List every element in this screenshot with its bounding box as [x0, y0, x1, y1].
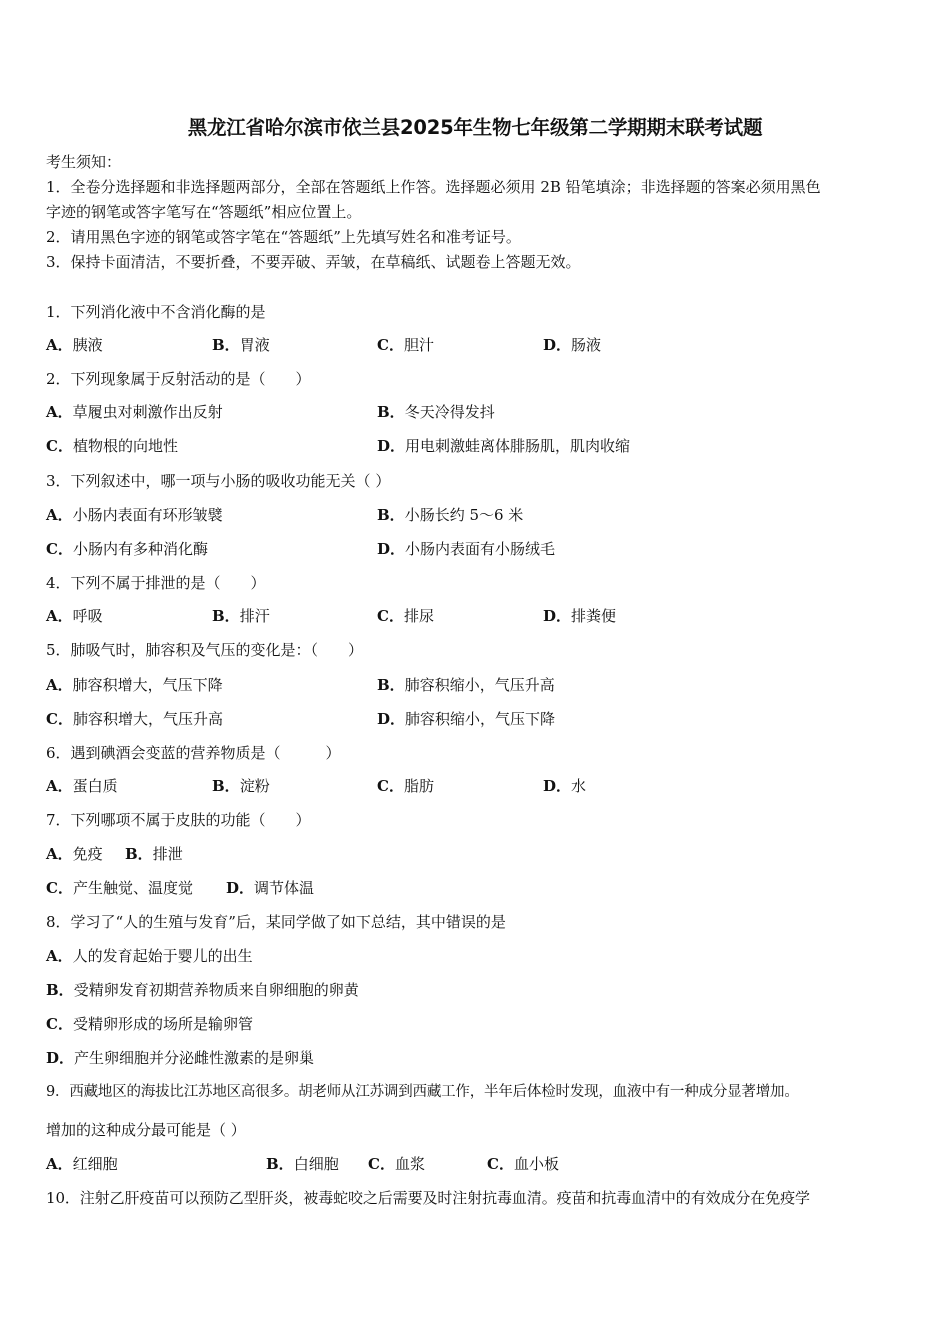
option-letter: D． [377, 437, 406, 455]
q7-option-a[interactable] [46, 844, 103, 864]
q4-option-d[interactable] [543, 606, 616, 626]
option-letter: A． [46, 403, 73, 421]
option-letter: C． [46, 879, 73, 897]
option-letter: C． [368, 1155, 395, 1173]
q2-option-c[interactable] [46, 436, 178, 456]
option-letter: C． [377, 777, 404, 795]
option-letter: B． [46, 981, 74, 999]
option-text: 小肠内表面有环形皱襞 [72, 506, 223, 524]
option-text: 植物根的向地性 [72, 437, 178, 455]
question-9-stem: 9．西藏地区的海拔比江苏地区高很多。胡老师从江苏调到西藏工作，半年后体检时发现，血液中有一种成分显著增加。 [46, 1084, 799, 1100]
q6-option-c[interactable] [377, 776, 434, 796]
q2-option-d[interactable] [377, 436, 630, 456]
notice-item-1-cont: 字迹的钢笔或答字笔写在“答题纸”相应位置上。 [46, 203, 362, 221]
q8-option-a[interactable] [46, 946, 253, 966]
option-text: 用电刺激蛙离体腓肠肌，肌肉收缩 [405, 437, 631, 455]
q6-option-b[interactable] [212, 776, 270, 796]
option-letter: B． [125, 845, 153, 863]
option-letter: A． [46, 1155, 73, 1173]
question-4-stem: 4．下列不属于排泄的是（ ） [46, 574, 266, 592]
option-text: 红细胞 [72, 1155, 118, 1173]
option-letter: C． [46, 1015, 73, 1033]
option-letter: D． [377, 710, 406, 728]
option-text: 产生卵细胞并分泌雌性激素的是卵巢 [74, 1049, 315, 1067]
notice-item-2: 2．请用黑色字迹的钢笔或答字笔在“答题纸”上先填写姓名和准考证号。 [46, 228, 521, 246]
option-text: 小肠长约 5～6 米 [404, 506, 524, 524]
option-letter: B． [377, 506, 405, 524]
option-text: 排泄 [152, 845, 183, 863]
question-1-stem: 1．下列消化液中不含消化酶的是 [46, 303, 266, 321]
q9-option-b[interactable] [266, 1154, 339, 1174]
option-text: 人的发育起始于婴儿的出生 [72, 947, 253, 965]
q6-option-d[interactable] [543, 776, 586, 796]
option-letter: A． [46, 947, 73, 965]
q9-option-c[interactable] [368, 1154, 425, 1174]
option-text: 排尿 [403, 607, 434, 625]
option-letter: C． [46, 437, 73, 455]
option-text: 排粪便 [571, 607, 617, 625]
q9-option-a[interactable] [46, 1154, 118, 1174]
question-3-stem: 3．下列叙述中，哪一项与小肠的吸收功能无关（ ） [46, 472, 391, 490]
q6-option-a[interactable] [46, 776, 118, 796]
option-letter: C． [487, 1155, 514, 1173]
option-text: 肺容积缩小，气压升高 [404, 676, 555, 694]
option-letter: B． [266, 1155, 294, 1173]
question-10-stem: 10．注射乙肝疫苗可以预防乙型肝炎，被毒蛇咬之后需要及时注射抗毒血清。疫苗和抗毒血清中的有效成分在免疫学 [46, 1189, 810, 1207]
option-letter: A． [46, 777, 73, 795]
q5-option-c[interactable] [46, 709, 223, 729]
question-9-stem-cont: 增加的这种成分最可能是（ ） [46, 1121, 246, 1139]
option-letter: B． [212, 607, 240, 625]
q2-option-b[interactable] [377, 402, 495, 422]
option-text: 小肠内表面有小肠绒毛 [405, 540, 556, 558]
option-text: 肺容积缩小，气压下降 [405, 710, 556, 728]
question-5-stem: 5．肺吸气时，肺容积及气压的变化是：（ ） [46, 641, 364, 659]
option-letter: B． [377, 403, 405, 421]
q8-option-d[interactable] [46, 1048, 314, 1068]
q2-option-a[interactable] [46, 402, 223, 422]
q8-option-c[interactable] [46, 1014, 253, 1034]
option-text: 排汗 [239, 607, 270, 625]
q4-option-b[interactable] [212, 606, 270, 626]
q3-option-d[interactable] [377, 539, 555, 559]
option-letter: A． [46, 506, 73, 524]
option-text: 胃液 [239, 336, 270, 354]
page-title: 黑龙江省哈尔滨市依兰县2025年生物七年级第二学期期末联考试题 [187, 116, 763, 139]
option-text: 胰液 [72, 336, 103, 354]
q3-option-a[interactable] [46, 505, 223, 525]
q7-option-c[interactable] [46, 878, 193, 898]
notice-item-1: 1．全卷分选择题和非选择题两部分，全部在答题纸上作答。选择题必须用 2B 铅笔填涂；非选择题的答案必须用黑色 [46, 178, 821, 196]
q1-option-c[interactable] [377, 335, 434, 355]
option-letter: D． [377, 540, 406, 558]
q5-option-b[interactable] [377, 675, 555, 695]
option-letter: B． [212, 777, 240, 795]
option-text: 脂肪 [403, 777, 434, 795]
option-letter: A． [46, 336, 73, 354]
option-text: 肺容积增大，气压下降 [72, 676, 223, 694]
option-text: 蛋白质 [72, 777, 118, 795]
option-letter: B． [212, 336, 240, 354]
option-letter: D． [543, 777, 572, 795]
q8-option-b[interactable] [46, 980, 359, 1000]
option-letter: C． [377, 607, 404, 625]
q3-option-c[interactable] [46, 539, 208, 559]
q7-option-b[interactable] [125, 844, 183, 864]
question-7-stem: 7．下列哪项不属于皮肤的功能（ ） [46, 811, 311, 829]
option-letter: C． [46, 540, 73, 558]
option-text: 小肠内有多种消化酶 [72, 540, 208, 558]
option-text: 呼吸 [72, 607, 103, 625]
option-text: 草履虫对刺激作出反射 [72, 403, 223, 421]
notice-heading: 考生须知： [46, 153, 122, 171]
option-letter: C． [377, 336, 404, 354]
q5-option-d[interactable] [377, 709, 555, 729]
option-text: 冬天冷得发抖 [404, 403, 495, 421]
q1-option-b[interactable] [212, 335, 270, 355]
option-text: 调节体温 [254, 879, 315, 897]
option-text: 白细胞 [293, 1155, 339, 1173]
q4-option-a[interactable] [46, 606, 103, 626]
option-text: 肺容积增大，气压升高 [72, 710, 223, 728]
q3-option-b[interactable] [377, 505, 523, 525]
option-text: 受精卵发育初期营养物质来自卵细胞的卵黄 [73, 981, 359, 999]
option-letter: A． [46, 607, 73, 625]
question-2-stem: 2．下列现象属于反射活动的是（ ） [46, 370, 311, 388]
option-text: 受精卵形成的场所是输卵管 [72, 1015, 253, 1033]
notice-item-3: 3．保持卡面清洁，不要折叠，不要弄破、弄皱，在草稿纸、试题卷上答题无效。 [46, 253, 581, 271]
q1-option-a[interactable] [46, 335, 103, 355]
option-letter: D． [226, 879, 255, 897]
option-letter: A． [46, 845, 73, 863]
option-text: 血浆 [394, 1155, 425, 1173]
option-letter: C． [46, 710, 73, 728]
q9-option-d[interactable] [487, 1154, 559, 1174]
option-text: 淀粉 [239, 777, 270, 795]
q5-option-a[interactable] [46, 675, 223, 695]
q1-option-d[interactable] [543, 335, 601, 355]
option-letter: D． [543, 336, 572, 354]
option-text: 水 [571, 777, 587, 795]
option-letter: D． [543, 607, 572, 625]
option-letter: D． [46, 1049, 75, 1067]
option-text: 肠液 [571, 336, 602, 354]
option-text: 免疫 [72, 845, 103, 863]
q7-option-d[interactable] [226, 878, 314, 898]
option-text: 胆汁 [403, 336, 434, 354]
option-text: 产生触觉、温度觉 [72, 879, 193, 897]
q4-option-c[interactable] [377, 606, 434, 626]
option-letter: A． [46, 676, 73, 694]
option-text: 血小板 [513, 1155, 559, 1173]
question-6-stem: 6．遇到碘酒会变蓝的营养物质是（ ） [46, 744, 341, 762]
option-letter: B． [377, 676, 405, 694]
question-8-stem: 8．学习了“人的生殖与发育”后，某同学做了如下总结，其中错误的是 [46, 913, 506, 931]
